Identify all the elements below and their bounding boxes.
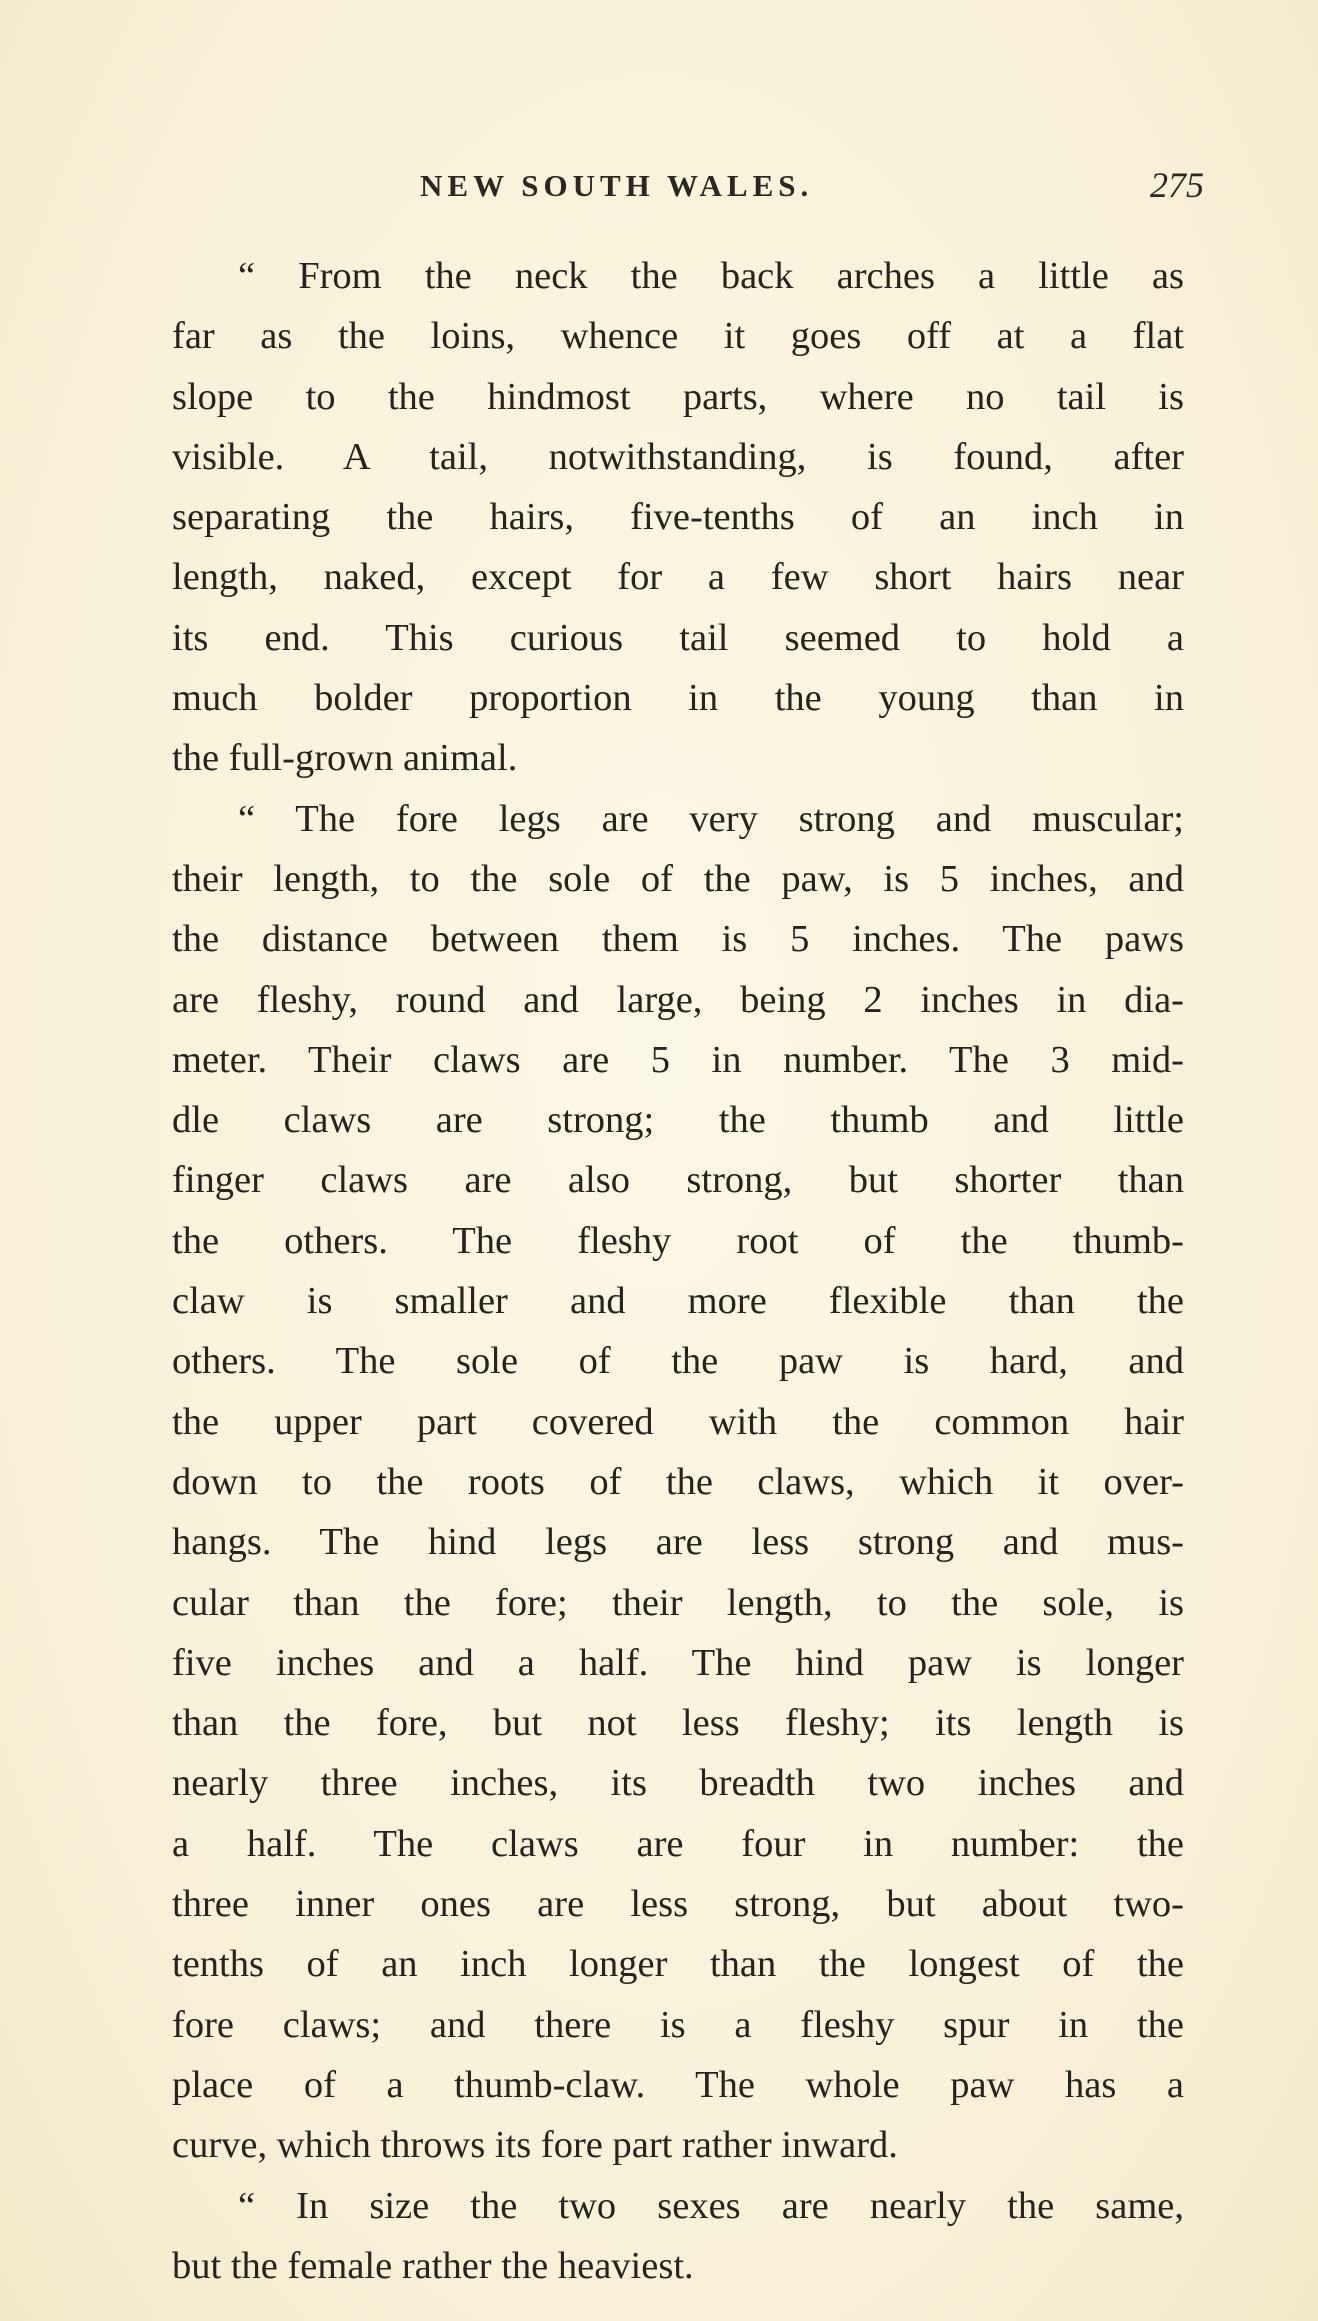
text-line: the full-grown animal. [172,737,518,780]
body-text [172,246,1184,2296]
text-line: slope to the hindmost parts, where no tail is [172,375,1184,418]
text-line: separating the hairs, five-tenths of an inch in [172,496,1184,539]
text-line: visible. A tail, notwithstanding, is found, after [172,435,1184,478]
text-line: nearly three inches, its breadth two inches and [172,1762,1184,1805]
text-line: others. The sole of the paw is hard, and [172,1340,1184,1383]
text-line: fore claws; and there is a fleshy spur in the [172,2003,1184,2046]
text-line: tenths of an inch longer than the longest of the [172,1943,1184,1986]
text-line: dle claws are strong; the thumb and little [172,1099,1184,1142]
text-line: its end. This curious tail seemed to hold a [172,616,1184,659]
text-line: a half. The claws are four in number: the [172,1822,1184,1865]
text-line: claw is smaller and more flexible than the [172,1280,1184,1323]
text-line: five inches and a half. The hind paw is longer [172,1641,1184,1684]
text-line: three inner ones are less strong, but about two- [172,1883,1184,1926]
text-line: far as the loins, whence it goes off at a flat [172,315,1184,358]
text-line: than the fore, but not less fleshy; its length is [172,1702,1184,1745]
text-line: “ From the neck the back arches a little as [238,255,1184,297]
text-line: “ The fore legs are very strong and muscular; [238,797,1184,840]
text-line: finger claws are also strong, but shorter than [172,1159,1184,1202]
text-line: are fleshy, round and large, being 2 inches in dia- [172,978,1184,1021]
text-line: place of a thumb-claw. The whole paw has a [172,2063,1184,2106]
text-line: but the female rather the heaviest. [172,2244,694,2287]
text-line: “ In size the two sexes are nearly the same, [238,2184,1184,2227]
text-line: the others. The fleshy root of the thumb- [172,1219,1184,1262]
text-line: the distance between them is 5 inches. The paws [172,918,1184,961]
running-head: NEW SOUTH WALES. [420,168,814,203]
text-line: curve, which throws its fore part rather inward. [172,2124,898,2167]
text-line: hangs. The hind legs are less strong and mus- [172,1521,1184,1564]
text-line: the upper part covered with the common hair [172,1400,1184,1443]
page-header [0,165,1318,218]
text-line: their length, to the sole of the paw, is 5 inches, and [172,857,1184,900]
text-line: much bolder proportion in the young than in [172,677,1184,720]
text-line: length, naked, except for a few short hairs near [172,556,1184,599]
text-line: meter. Their claws are 5 in number. The 3 mid- [172,1038,1184,1081]
text-line: cular than the fore; their length, to the sole, is [172,1581,1184,1624]
page-number: 275 [1150,165,1204,205]
text-line: down to the roots of the claws, which it over- [172,1460,1184,1503]
